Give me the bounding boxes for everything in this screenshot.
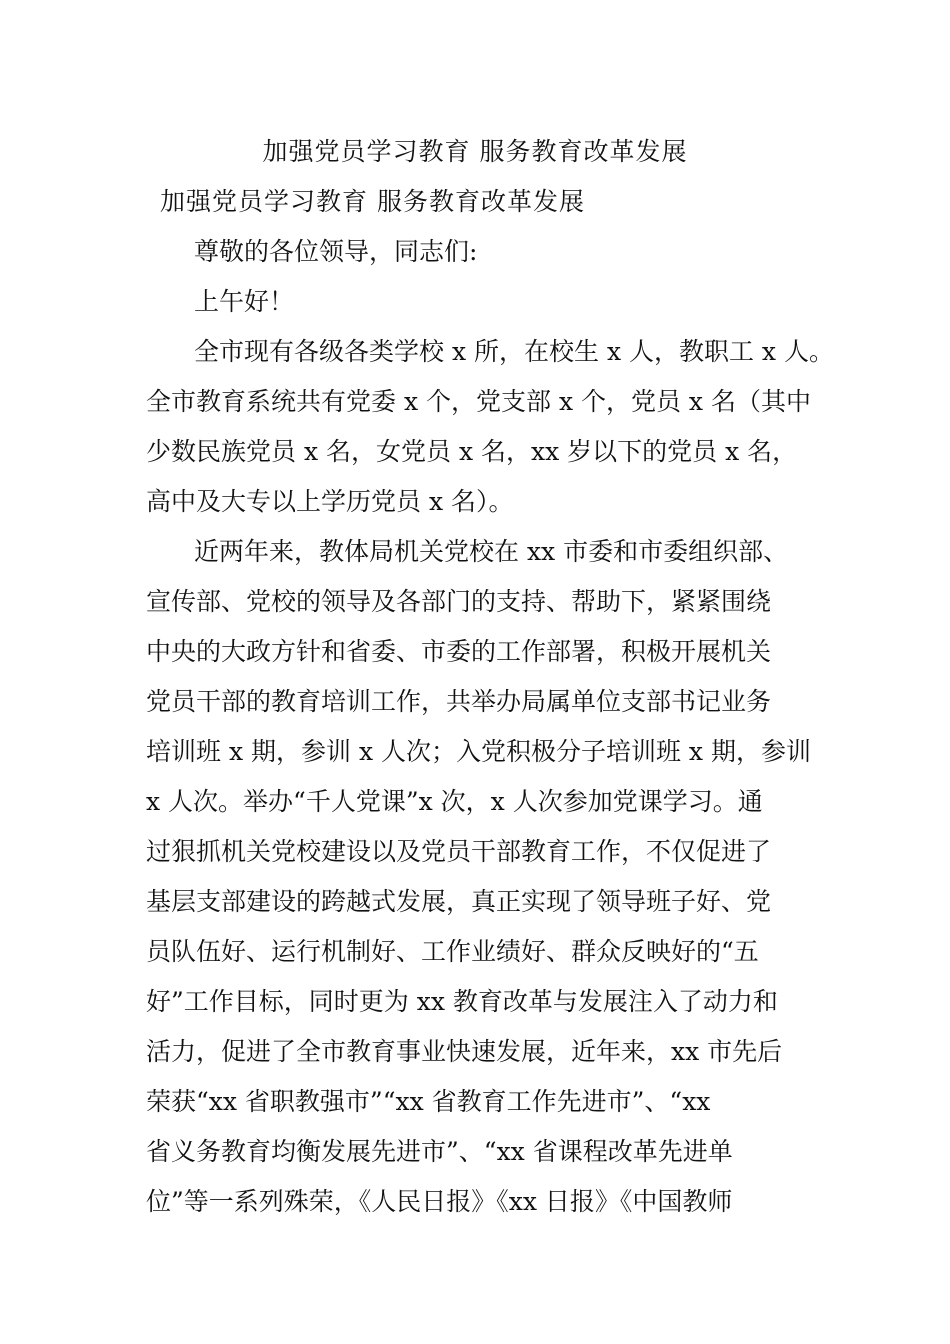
paragraph1-line: 高中及大专以上学历党员 x 名）。	[146, 487, 514, 516]
paragraph2-line: 荣获“xx 省职教强市”“xx 省教育工作先进市”、“xx	[146, 1087, 711, 1116]
document-title: 加强党员学习教育 服务教育改革发展	[262, 137, 688, 166]
paragraph1-line: 少数民族党员 x 名，女党员 x 名，xx 岁以下的党员 x 名，	[146, 437, 798, 466]
greeting: 上午好！	[194, 287, 295, 316]
paragraph2-line: x 人次。举办“千人党课”x 次，x 人次参加党课学习。通	[146, 787, 763, 816]
paragraph1-line: 全市教育系统共有党委 x 个，党支部 x 个，党员 x 名（其中	[146, 387, 811, 416]
paragraph2-line: 中央的大政方针和省委、市委的工作部署，积极开展机关	[146, 637, 772, 666]
paragraph2-line: 位”等一系列殊荣，《人民日报》《xx 日报》《中国教师	[146, 1187, 733, 1216]
salutation: 尊敬的各位领导，同志们:	[194, 237, 478, 266]
paragraph2-line: 宣传部、党校的领导及各部门的支持、帮助下，紧紧围绕	[146, 587, 772, 616]
paragraph2-line: 过狠抓机关党校建设以及党员干部教育工作，不仅促进了	[146, 837, 772, 866]
paragraph2-line: 近两年来，教体局机关党校在 xx 市委和市委组织部、	[194, 537, 789, 566]
paragraph1-line: 全市现有各级各类学校 x 所，在校生 x 人，教职工 x 人。	[194, 337, 834, 366]
paragraph2-line: 员队伍好、运行机制好、工作业绩好、群众反映好的“五	[146, 937, 759, 966]
paragraph2-line: 基层支部建设的跨越式发展，真正实现了领导班子好、党	[146, 887, 772, 916]
paragraph2-line: 活力，促进了全市教育事业快速发展，近年来，xx 市先后	[146, 1037, 783, 1066]
paragraph2-line: 培训班 x 期，参训 x 人次；入党积极分子培训班 x 期，参训	[146, 737, 811, 766]
paragraph2-line: 好”工作目标，同时更为 xx 教育改革与发展注入了动力和	[146, 987, 778, 1016]
paragraph2-line: 省义务教育均衡发展先进市”、“xx 省课程改革先进单	[146, 1137, 733, 1166]
paragraph2-line: 党员干部的教育培训工作，共举办局属单位支部书记业务	[146, 687, 772, 716]
document-subtitle: 加强党员学习教育 服务教育改革发展	[160, 187, 585, 216]
